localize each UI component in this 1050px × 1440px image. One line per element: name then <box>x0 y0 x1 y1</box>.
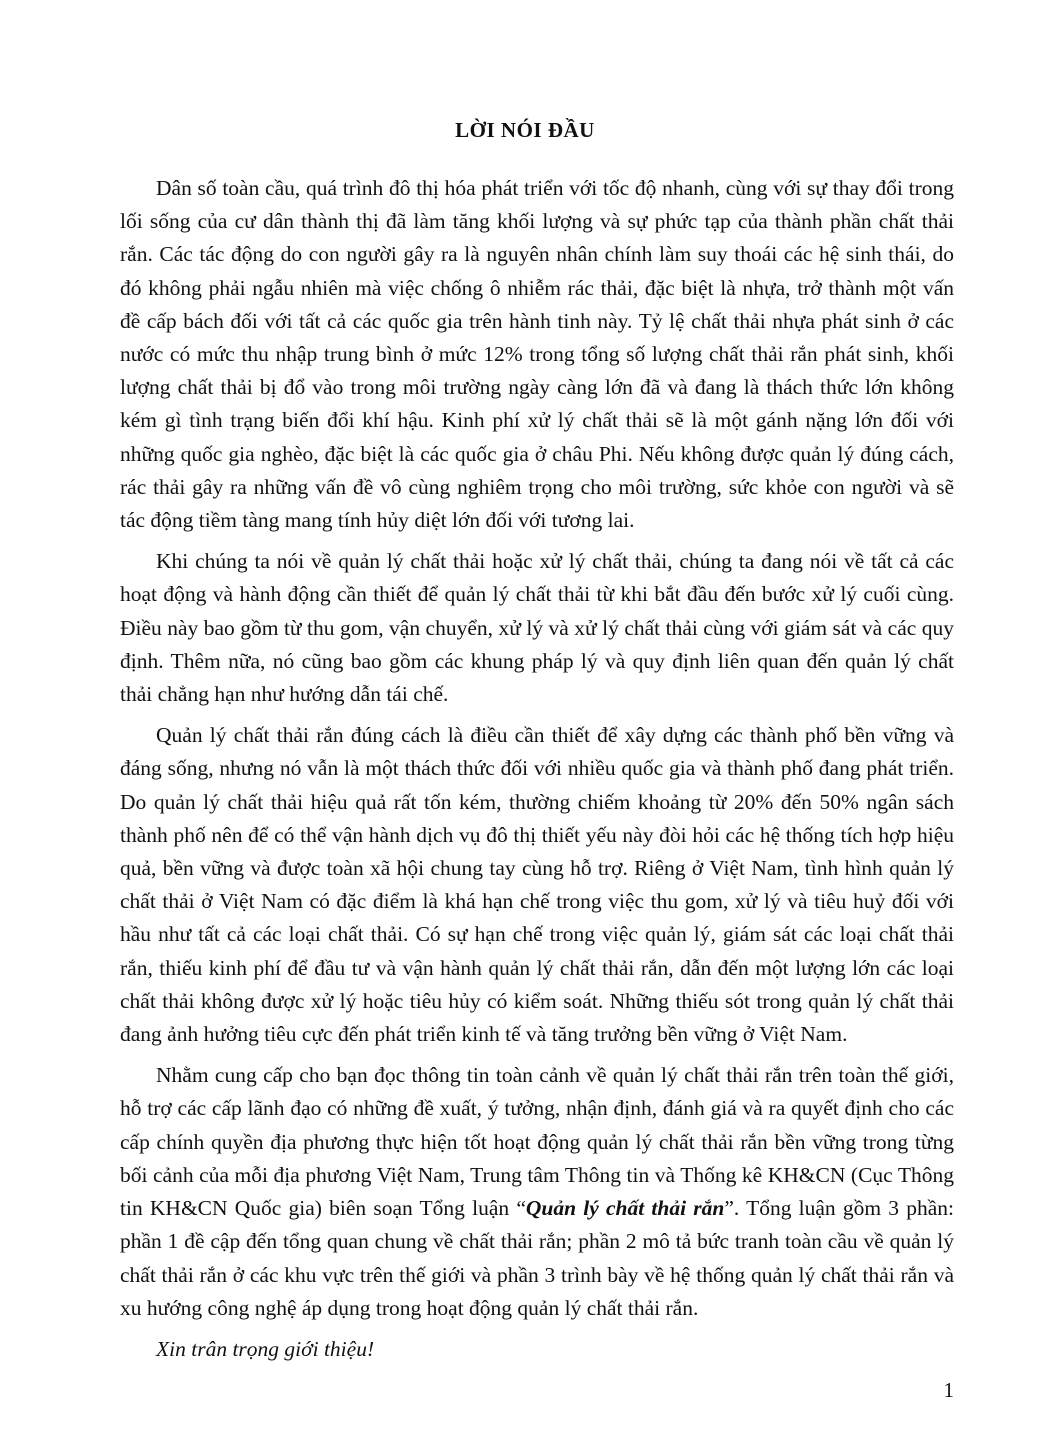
paragraph-4-text-before: Nhằm cung cấp cho bạn đọc thông tin toàn cảnh về quản lý chất thải rắn trên toàn thế giới, hỗ trợ các cấp lãnh đạo có những đề xuất, ý tưởng, nhận định, đánh giá và ra quyết định cho các cấp chính quyền địa phương thực hiện tốt hoạt động quản lý chất thải rắn bền vững trong từng bối cảnh của mỗi địa phương Việt Nam, Trung tâm Thông tin và Thống kê KH&CN (Cục Thông tin KH&CN Quốc gia) biên soạn Tổng luận “ <box>120 1063 954 1221</box>
report-title-emphasis: Quản lý chất thải rắn <box>525 1196 725 1221</box>
paragraph-2: Khi chúng ta nói về quản lý chất thải hoặc xử lý chất thải, chúng ta đang nói về tất cả các hoạt động và hành động cần thiết để quản lý chất thải từ khi bắt đầu đến bước xử lý cuối cùng. Điều này bao gồm từ thu gom, vận chuyển, xử lý và xử lý chất thải cùng với giám sát và các quy định. Thêm nữa, nó cũng bao gồm các khung pháp lý và quy định liên quan đến quản lý chất thải chẳng hạn như hướng dẫn tái chế. <box>120 549 954 707</box>
paragraph-4-text-after: ”. Tổng luận gồm 3 phần: phần 1 đề cập đến tổng quan chung về chất thải rắn; phần 2 mô tả bức tranh toàn cầu về quản lý chất thải rắn ở các khu vực trên thế giới và phần 3 trình bày về hệ thống quản lý chất thải rắn và xu hướng công nghệ áp dụng trong hoạt động quản lý chất thải rắn. <box>120 1196 954 1320</box>
page-number: 1 <box>943 1378 954 1402</box>
paragraph-3: Quản lý chất thải rắn đúng cách là điều cần thiết để xây dựng các thành phố bền vững và đáng sống, nhưng nó vẫn là một thách thức đối với nhiều quốc gia và thành phố đang phát triển. Do quản lý chất thải hiệu quả rất tốn kém, thường chiếm khoảng từ 20% đến 50% ngân sách thành phố nên để có thể vận hành dịch vụ đô thị thiết yếu này đòi hỏi các hệ thống tích hợp hiệu quả, bền vững và được toàn xã hội chung tay cùng hỗ trợ. Riêng ở Việt Nam, tình hình quản lý chất thải ở Việt Nam có đặc điểm là khá hạn chế trong việc thu gom, xử lý và tiêu huỷ đối với hầu như tất cả các loại chất thải. Có sự hạn chế trong việc quản lý, giám sát các loại chất thải rắn, thiếu kinh phí để đầu tư và vận hành quản lý chất thải rắn, dẫn đến một lượng lớn các loại chất thải không được xử lý hoặc tiêu hủy có kiểm soát. Những thiếu sót trong quản lý chất thải đang ảnh hưởng tiêu cực đến phát triển kinh tế và tăng trưởng bền vững ở Việt Nam. <box>120 723 954 1047</box>
closing-line: Xin trân trọng giới thiệu! <box>156 1336 375 1361</box>
paragraph-4 <box>120 1059 954 1325</box>
body-text <box>120 172 954 1374</box>
page-title: LỜI NÓI ĐẦU <box>455 118 595 142</box>
paragraph-1: Dân số toàn cầu, quá trình đô thị hóa phát triển với tốc độ nhanh, cùng với sự thay đổi trong lối sống của cư dân thành thị đã làm tăng khối lượng và sự phức tạp của thành phần chất thải rắn. Các tác động do con người gây ra là nguyên nhân chính làm suy thoái các hệ sinh thái, do đó không phải ngẫu nhiên mà việc chống ô nhiễm rác thải, đặc biệt là nhựa, trở thành một vấn đề cấp bách đối với tất cả các quốc gia trên hành tinh này. Tỷ lệ chất thải nhựa phát sinh ở các nước có mức thu nhập trung bình ở mức 12% trong tổng số lượng chất thải rắn phát sinh, khối lượng chất thải bị đổ vào trong môi trường ngày càng lớn đã và đang là thách thức lớn không kém gì tình trạng biến đổi khí hậu. Kinh phí xử lý chất thải sẽ là một gánh nặng lớn đối với những quốc gia nghèo, đặc biệt là các quốc gia ở châu Phi. Nếu không được quản lý đúng cách, rác thải gây ra những vấn đề vô cùng nghiêm trọng cho môi trường, sức khỏe con người và sẽ tác động tiềm tàng mang tính hủy diệt lớn đối với tương lai. <box>120 176 954 533</box>
